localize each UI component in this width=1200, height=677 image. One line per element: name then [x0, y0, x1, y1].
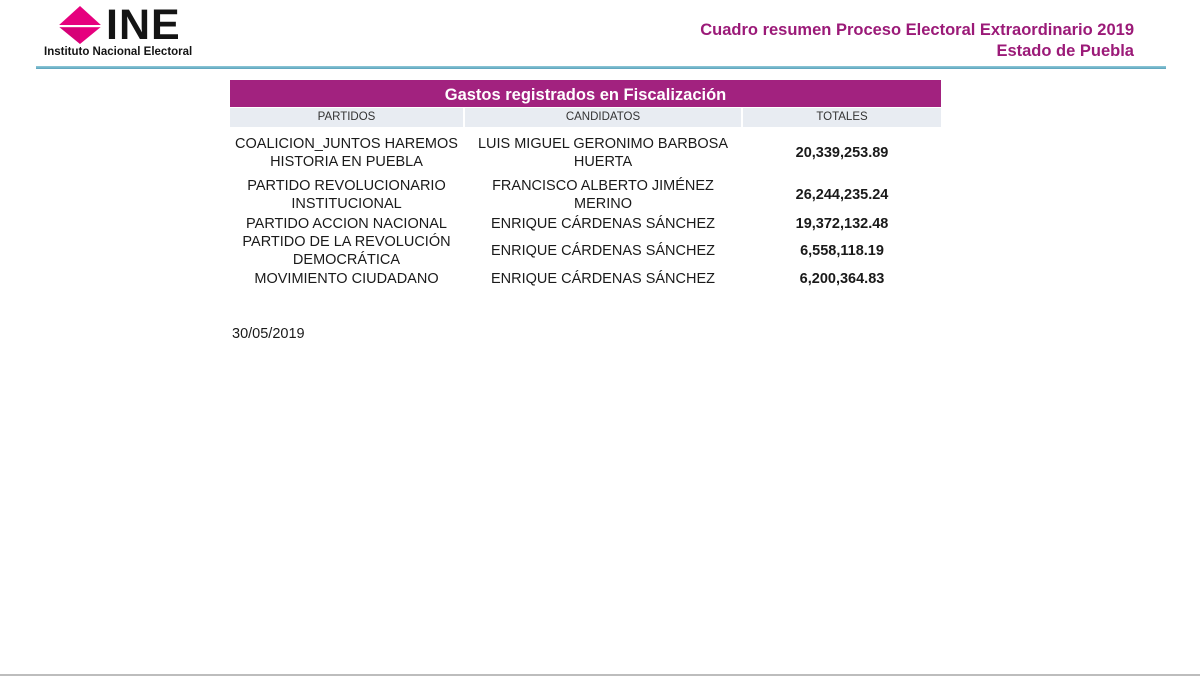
ballot-box-icon	[52, 4, 108, 46]
cell-partido: MOVIMIENTO CIUDADANO	[254, 271, 439, 287]
bottom-divider	[0, 674, 1200, 676]
column-header-partidos: PARTIDOS	[230, 108, 463, 127]
table-row	[230, 175, 941, 215]
cell-total: 6,558,118.19	[800, 243, 884, 259]
logo-wordmark: INE	[106, 1, 181, 49]
logo-subtitle: Instituto Nacional Electoral	[44, 46, 193, 58]
cell-partido: COALICION_JUNTOS HAREMOS HISTORIA EN PUEBLA	[235, 136, 458, 170]
report-header	[700, 20, 1134, 62]
cell-candidato: ENRIQUE CÁRDENAS SÁNCHEZ	[491, 243, 715, 259]
cell-candidato: LUIS MIGUEL GERONIMO BARBOSA HUERTA	[477, 136, 729, 170]
table-header-row	[230, 108, 941, 127]
cell-partido: PARTIDO REVOLUCIONARIO INSTITUCIONAL	[247, 178, 446, 212]
cell-total: 6,200,364.83	[799, 271, 885, 287]
column-header-totales: TOTALES	[743, 108, 941, 127]
header-divider	[36, 66, 1166, 69]
table-row	[230, 233, 941, 269]
cell-candidato: ENRIQUE CÁRDENAS SÁNCHEZ	[491, 271, 715, 287]
table-title: Gastos registrados en Fiscalización	[230, 80, 941, 107]
table-row	[230, 269, 941, 289]
cell-total: 19,372,132.48	[795, 216, 889, 232]
column-header-candidatos: CANDIDATOS	[465, 108, 741, 127]
cell-candidato: ENRIQUE CÁRDENAS SÁNCHEZ	[491, 216, 715, 232]
cell-partido: PARTIDO ACCION NACIONAL	[246, 216, 447, 232]
table-body	[230, 133, 941, 289]
cell-partido: PARTIDO DE LA REVOLUCIÓN DEMOCRÁTICA	[242, 234, 451, 268]
cell-total: 20,339,253.89	[795, 145, 889, 161]
cell-candidato: FRANCISCO ALBERTO JIMÉNEZ MERINO	[492, 178, 714, 212]
report-title: Cuadro resumen Proceso Electoral Extraordinario 2019	[700, 21, 1134, 39]
cell-total: 26,244,235.24	[795, 187, 889, 203]
table-row	[230, 215, 941, 233]
table-row	[230, 133, 941, 173]
expenses-table	[230, 80, 941, 289]
ine-logo	[44, 1, 234, 60]
report-state: Estado de Puebla	[996, 42, 1134, 60]
report-date: 30/05/2019	[232, 326, 305, 342]
